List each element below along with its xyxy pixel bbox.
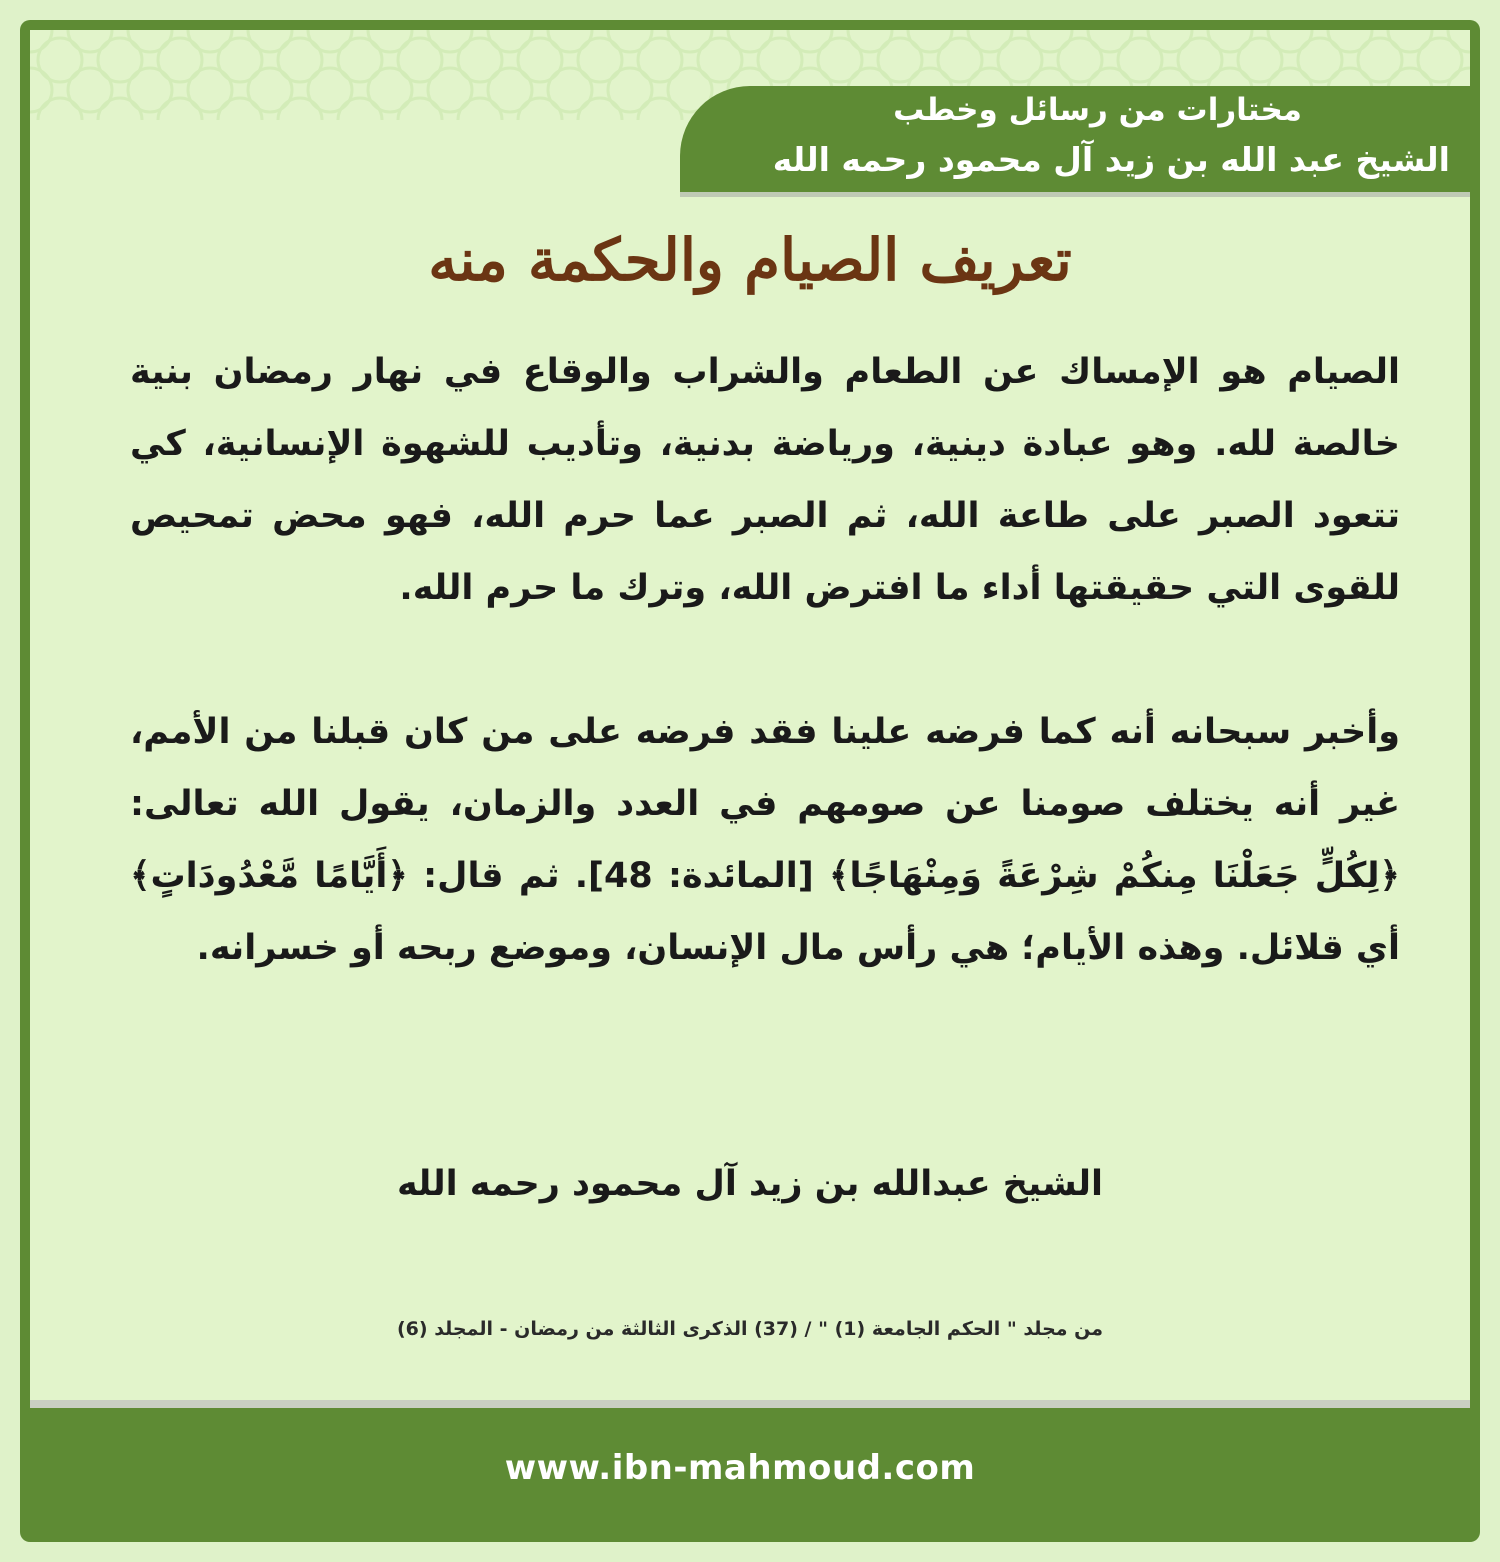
paragraph-2: وأخبر سبحانه أنه كما فرضه علينا فقد فرضه على من كان قبلنا من الأمم، غير أنه يختلف صومنا عن صومهم في العدد والزمان، يقول الله تعالى: ﴿لِكُلٍّ جَعَلْنَا مِنكُمْ شِرْعَةً وَمِنْهَاجًا﴾ [المائدة: 48]. ثم قال: ﴿أَيَّامًا مَّعْدُودَاتٍ﴾ أي قلائل. وهذه الأيام؛ هي رأس مال الإنسان، وموضع ربحه أو خسرانه. bbox=[130, 712, 1400, 968]
header-author: الشيخ عبد الله بن زيد آل محمود رحمه الله bbox=[772, 140, 1450, 179]
article-title: تعريف الصيام والحكمة منه bbox=[428, 226, 1072, 294]
paragraph-1: الصيام هو الإمساك عن الطعام والشراب والوقاع في نهار رمضان بنية خالصة لله. وهو عبادة دينية، ورياضة بدنية، وتأديب للشهوة الإنسانية، كي تتعود الصبر على طاعة الله، ثم الصبر عما حرم الله، فهو محض تمحيص للقوى التي حقيقتها أداء ما افترض الله، وترك ما حرم الله. bbox=[130, 352, 1400, 608]
header-subtitle: مختارات من رسائل وخطب bbox=[893, 92, 1302, 128]
article-body bbox=[130, 336, 1400, 984]
signature-author: الشيخ عبدالله بن زيد آل محمود رحمه الله bbox=[396, 1164, 1104, 1204]
page-frame bbox=[20, 20, 1480, 1542]
card-divider bbox=[30, 1400, 1470, 1408]
source-citation: من مجلد " الحكم الجامعة (1) " / (37) الذكرى الثالثة من رمضان - المجلد (6) bbox=[396, 1318, 1103, 1340]
header-banner bbox=[680, 86, 1470, 192]
website-link[interactable]: www.ibn-mahmoud.com bbox=[504, 1448, 976, 1488]
